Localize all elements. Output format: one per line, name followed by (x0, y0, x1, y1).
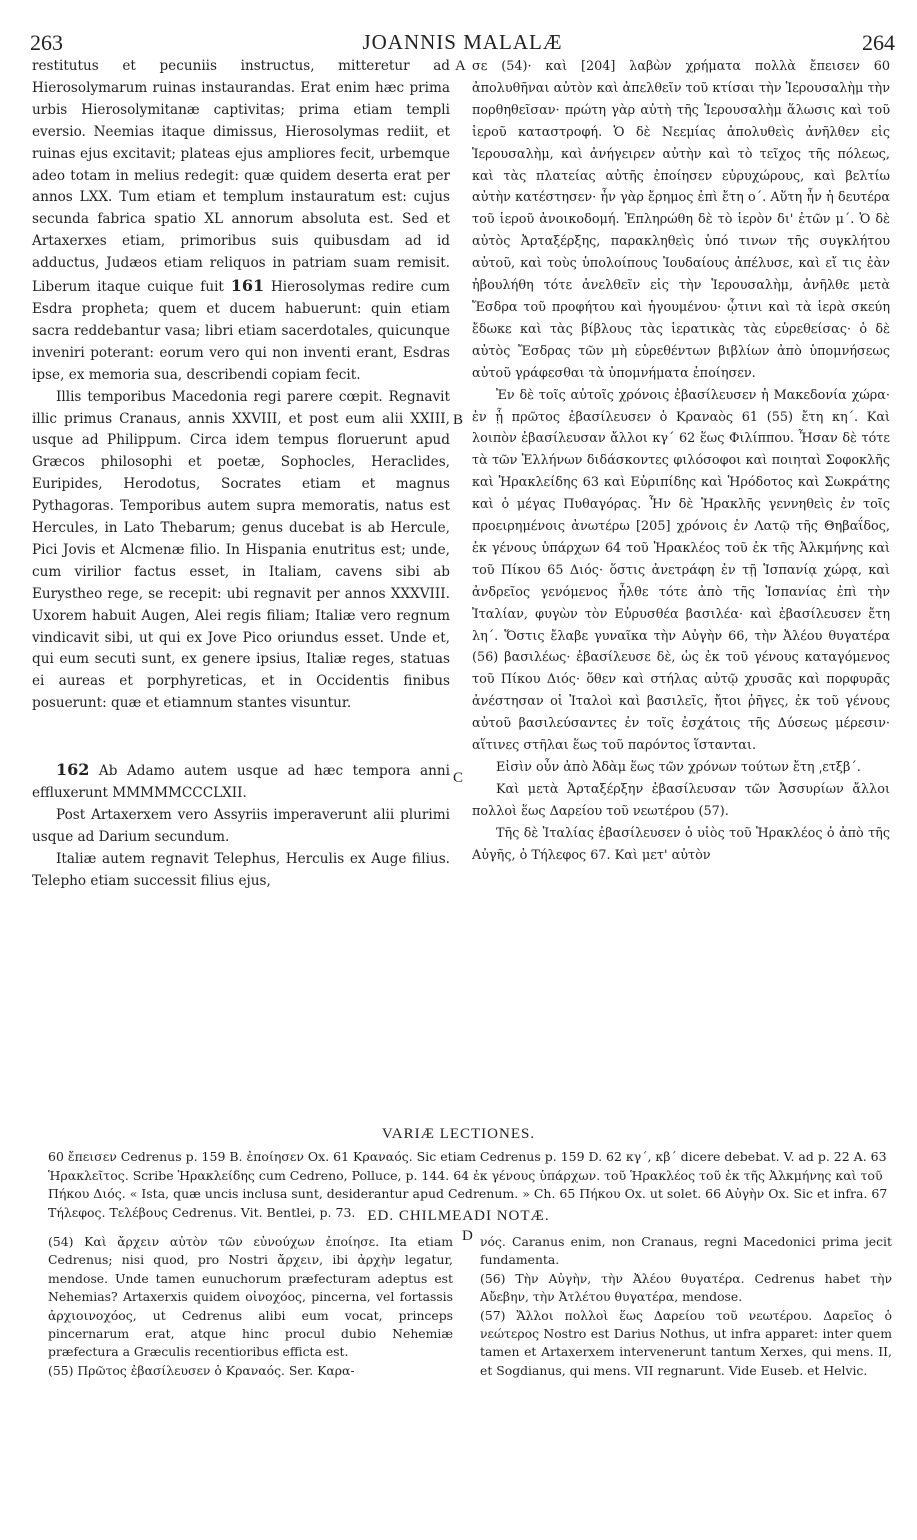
left-page-number: 263 (30, 30, 63, 55)
note-text: (56) Τὴν Αὐγὴν, τὴν Ἀλέου θυγατέρα. Cedrenus habet τὴν Αὔεβην, τὴν Ἀτλέτου θυγατέρα, mendose. (480, 1270, 892, 1305)
running-header (30, 30, 895, 56)
margin-marker-d: D (462, 1228, 473, 1244)
margin-marker-c: C (453, 770, 464, 786)
running-title: JOANNIS MALALÆ (362, 30, 563, 54)
latin-paragraph: Illis temporibus Macedonia regi parere cœpit. Regnavit illic primus Cranaus, annis XXVIII, et post eum alii XXIII, usque ad Philippum. Circa idem tempus floruerunt apud Græcos philosophi et poetæ, Sophocles, Heraclides, Euripides, Herodotus, Socrates etiam et magnus Pythagoras. Temporibus autem supra memoratis, natus est Hercules, in Lato Thebarum; genus ducebat is ab Hercule, Pici Jovis et Alcmenæ filio. In Hispania enutritus est; unde, cum virilior factus esset, in Italiam, cavens sibi ab Eurystheo rege, se recepit: ubi regnavit per annos XXXVIII. Uxorem habuit Augen, Alei regis filiam; Italiæ vero regnum vindicavit sibi, ut qui ex Jove Pico oriundus esset. Unde et, qui eum secuti sunt, ex genere ipsius, Italiæ reges, statuas ei aureas et porphyreticas, et in Occidentis finibus posuerunt: quæ et etiamnum stantes visuntur. (32, 388, 450, 712)
note-text: νός. Caranus enim, non Cranaus, regni Macedonici prima jecit fundamenta. (480, 1234, 892, 1268)
notae-heading: ED. CHILMEADI NOTÆ. (367, 1208, 550, 1224)
latin-paragraph (32, 759, 450, 805)
apparatus-text: 60 ἔπεισεν Cedrenus p. 159 B. ἐποίησεν Ox. 61 Κραναός. Sic etiam Cedrenus p. 159 D. 62 κγ΄, κβ΄ dicere debebat. V. ad p. 22 A. 63 Ἡρακλεῖτος. Scribe Ἡρακλείδης cum Cedreno, Polluce, p. 144. 64 ἐκ γένους ὑπάρχων. τοῦ Ἡρακλέος τοῦ ἐκ τῆς Ἀλκμήνης καὶ τοῦ Πήκου Διός. « Ista, quæ uncis inclusa sunt, desiderantur apud Cedrenum. » Ch. 65 Πήκου Ox. ut solet. 66 Αὐγὴν Ox. Sic et infra. 67 Τήλεφος. Τελέβους Cedrenus. Vit. Bentlei, p. 73. (48, 1149, 888, 1220)
note-text: (57) Ἄλλοι πολλοὶ ἕως Δαρείου τοῦ νεωτέρου. Δαρεῖος ὁ νεώτερος Nostro est Darius Nothus, ut infra apparet: inter quem tamen et Artaxerxem intervenerunt tantum Xerxes, qui mens. II, et Sogdianus, qui mens. VII regnarunt. Vide Euseb. et Helvic. (480, 1307, 892, 1378)
section-number: 161 (230, 276, 265, 296)
notae-right-column (480, 1233, 892, 1380)
right-page-number: 264 (862, 30, 895, 55)
greek-paragraph: Ἐν δὲ τοῖς αὐτοῖς χρόνοις ἐβασίλευσεν ἡ Μακεδονία χώρα· ἐν ᾗ πρῶτος ἐβασίλευσεν ὁ Κραναὸς 61 (55) ἔτη κη΄. Καὶ λοιπὸν ἐβασίλευσαν ἄλλοι κγ΄ 62 ἕως Φιλίππου. Ἦσαν δὲ τότε τὰ τῶν Ἑλλήνων διδάσκοντες φιλόσοφοι καὶ ποιηταὶ Σοφοκλῆς καὶ Ἡρακλείδης 63 καὶ Εὐριπίδης καὶ Ἡρόδοτος καὶ Σωκράτης καὶ ὁ μέγας Πυθαγόρας. Ἦν δὲ Ἡρακλῆς γεννηθεὶς ἐν τοῖς προειρημένοις ἀνωτέρω [205] χρόνοις ἐν Λατῷ τῆς Θηβαΐδος, ἐκ γένους ὑπάρχων 64 τοῦ Ἡρακλέος τοῦ ἐκ τῆς Ἀλκμήνης καὶ τοῦ Πίκου 65 Διός· ὅστις ἀνετράφη ἐν τῇ Ἱσπανίᾳ χώρᾳ, καὶ ἀνδρεῖος γενόμενος ἦλθε τότε ἀπὸ τῆς Ἱσπανίας ἐπὶ τὴν Ἰταλίαν, φυγὼν τὸν Εὐρυσθέα βασιλέα· καὶ ἐβασίλευσεν ἔτη λη΄. Ὅστις ἔλαβε γυναῖκα τὴν Αὐγὴν 66, τὴν Ἀλέου θυγατέρα (56) βασιλέως· ἐβασίλευσε δὲ, ὡς ἐκ τοῦ γένους καταγόμενος τοῦ Πίκου Διός· ὅθεν καὶ στήλας αὐτῷ χρυσᾶς καὶ πορφυρᾶς ἀνέστησαν οἱ Ἰταλοὶ καὶ βασιλεῖς, ἤτοι ῥῆγες, ἐκ τοῦ γένους αὐτοῦ βασιλεύσαντες ἐν τοῖς ἐσχάτοις τῆς Δύσεως μέρεσιν· αἵτινες στῆλαι ἕως τοῦ παρόντος ἵστανται. (472, 387, 890, 754)
greek-paragraph: Τῆς δὲ Ἰταλίας ἐβασίλευσεν ὁ υἱὸς τοῦ Ἡρακλέος ὁ ἀπὸ τῆς Αὐγῆς, ὁ Τήλεφος 67. Καὶ μετ' αὐτὸν (472, 825, 890, 863)
note-text: (55) Πρῶτος ἐβασίλευσεν ὁ Κραναός. Ser. Καρα- (48, 1362, 355, 1378)
spacer (32, 715, 450, 759)
section-number: 162 (56, 760, 90, 780)
variae-lectiones-heading: VARIÆ LECTIONES. (381, 1126, 536, 1142)
greek-paragraph: Εἰσὶν οὖν ἀπὸ Ἀδὰμ ἕως τῶν χρόνων τούτων ἔτη ͵ετξβ΄. (496, 760, 861, 775)
greek-column (472, 56, 890, 867)
margin-marker-a: A (455, 58, 466, 74)
note-text: (54) Καὶ ἄρχειν αὐτὸν τῶν εὐνούχων ἐποίησε. Ita etiam Cedrenus; nisi quod, pro Nostri ἄρχειν, ibi ἀρχὴν legatur, mendose. Unde tamen eunuchorum præfecturam adeptus est Nehemias? Artaxerxis quidem οἰνοχόος, pincerna, vel fortassis ἀρχιοινοχόος, ut Cedrenus alibi eum vocat, princeps pincernarum erat, atque hinc procul dubio Nehemiæ præfectura a Græculis recentioribus efficta est. (48, 1234, 453, 1360)
latin-paragraph: Italiæ autem regnavit Telephus, Herculis ex Auge filius. Telepho etiam successit filius ejus, (32, 850, 450, 889)
notae-left-column (48, 1233, 453, 1380)
latin-text: Ab Adamo autem usque ad hæc tempora anni effluxerunt MMMMMCCCLXII. (32, 763, 450, 802)
latin-paragraph: Post Artaxerxem vero Assyriis imperaverunt alii plurimi usque ad Darium secundum. (32, 807, 450, 845)
greek-paragraph: Καὶ μετὰ Ἀρταξέρξην ἐβασίλευσαν τῶν Ἀσσυρίων ἄλλοι πολλοὶ ἕως Δαρείου τοῦ νεωτέρου (57). (472, 781, 890, 819)
latin-paragraph (32, 56, 450, 387)
margin-marker-b: B (453, 412, 464, 428)
latin-text: restitutus et pecuniis instructus, mitteretur ad Hierosolymarum ruinas instaurandas. Erat enim hæc prima urbis Hierosolymitanæ captivitas; prima etiam templi eversio. Neemias itaque dimissus, Hierosolymas rediit, et ruinas ejus excitavit; plateas ejus ampliores fecit, urbemque adeo totam in melius redegit: quæ quidem deserta erat per annos LXX. Tum etiam et templum instauratum est: cujus secunda fabrica spatio XL annorum absoluta est. Sed et Artaxerxes etiam, primoribus suis quibusdam ad id adductus, Judæos etiam reliquos in patriam suam remisit. Liberum itaque cuique fuit (32, 58, 450, 296)
latin-text: Hierosolymas redire cum Esdra propheta; quem et ducem habuerunt: quin etiam sacra reddebantur vasa; libri etiam sacerdotales, quicunque inveniri poterant: eorum vero qui non inventi erant, Esdras ipse, ex memoria sua, describendi copiam fecit. (32, 279, 451, 383)
greek-paragraph: σε (54)· καὶ [204] λαβὼν χρήματα πολλὰ ἔπεισεν 60 ἀπολυθῆναι αὐτὸν καὶ ἀπελθεῖν τοῦ κτίσαι τὴν Ἱερουσαλὴμ τὴν πορθηθεῖσαν· πρώτη γὰρ αὐτὴ τῆς Ἱερουσαλὴμ ἅλωσις καὶ τοῦ ἱεροῦ καταστροφή. Ὁ δὲ Νεεμίας ἀπολυθεὶς ἀνῆλθεν εἰς Ἱερουσαλὴμ, καὶ ἀνήγειρεν αὐτὴν καὶ τὸ τεῖχος τῆς πόλεως, καὶ τὰς πλατείας αὐτῆς ἐποίησεν εὐρυχώρους, καὶ βελτίω αὐτὴν κατέστησεν· ἦν γὰρ ἔρημος ἐπὶ ἔτη ο΄. Αὕτη ἦν ἡ δευτέρα τοῦ ἱεροῦ ἀνοικοδομή. Ἐπληρώθη δὲ τὸ ἱερὸν δι' ἐτῶν μ΄. Ὁ δὲ αὐτὸς Ἀρταξέρξης, παρακληθεὶς ὑπό τινων τῆς συγκλήτου αὐτοῦ, καὶ τοὺς ὑπολοίπους Ἰουδαίους ἀπέλυσε, καὶ εἴ τις ἐὰν ἠβουλήθη τότε ἀνελθεῖν εἰς τὴν Ἱερουσαλὴμ, ἀνῆλθε μετὰ Ἔσδρα τοῦ προφήτου καὶ ἡγουμένου· ᾧτινι καὶ τὰ ἱερὰ σκεύη ἔδωκε καὶ τὰς βίβλους τὰς ἱερατικὰς τὰς εὑρεθείσας· ὁ δὲ αὐτὸς Ἔσδρας τῶν μὴ εὑρεθέντων βιβλίων ἀπὸ ὑπομνήσεως αὐτοῦ γράφεσθαι τὰ ὑπομνήματα ἐποίησεν. (472, 59, 890, 381)
latin-column (32, 56, 450, 893)
